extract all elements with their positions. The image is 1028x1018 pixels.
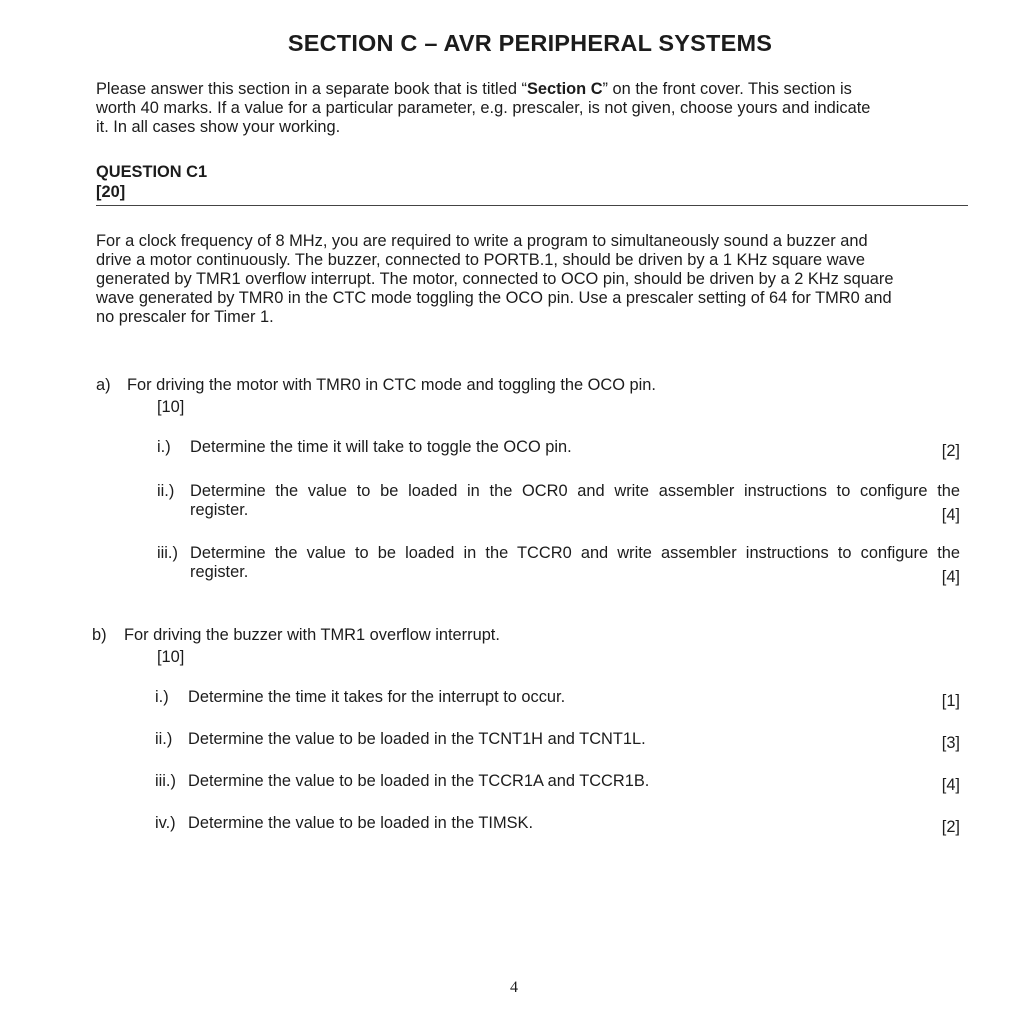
question-marks: [20]	[96, 183, 126, 201]
part-b-item	[155, 730, 960, 750]
instructions-line-3: it. In all cases show your working.	[96, 118, 341, 136]
item-marks: [4]	[941, 568, 960, 586]
section-instructions	[96, 80, 966, 137]
item-text: Determine the value to be loaded in the TIMSK.	[188, 814, 534, 832]
part-b-item	[155, 688, 960, 708]
item-number: i.)	[157, 438, 171, 456]
part-a-item	[157, 544, 960, 584]
instructions-line-2: worth 40 marks. If a value for a particular parameter, e.g. prescaler, is not given, choose yours and indicate	[96, 99, 871, 117]
instructions-line-1: Please answer this section in a separate book that is titled “Section C” on the front cover. This section is	[96, 80, 852, 98]
part-b-text: For driving the buzzer with TMR1 overflow interrupt.	[124, 626, 500, 644]
part-a-item	[157, 482, 960, 522]
item-marks: [2]	[941, 818, 960, 836]
question-label: QUESTION C1	[96, 163, 208, 181]
item-marks: [4]	[941, 776, 960, 794]
part-a-text: For driving the motor with TMR0 in CTC mode and toggling the OCO pin.	[127, 376, 656, 394]
page-number: 4	[510, 979, 518, 996]
item-text: Determine the value to be loaded in the TCNT1H and TCNT1L.	[188, 730, 646, 748]
part-b-marks: [10]	[157, 648, 185, 666]
part-b-item	[155, 772, 960, 792]
question-body-line: generated by TMR1 overflow interrupt. The motor, connected to OCO pin, should be driven by a 2 KHz square	[96, 270, 894, 288]
item-marks: [4]	[941, 506, 960, 524]
question-body-line: For a clock frequency of 8 MHz, you are required to write a program to simultaneously sound a buzzer and	[96, 232, 868, 250]
item-number: ii.)	[157, 482, 175, 500]
item-text-continued: register.	[190, 501, 249, 519]
question-body-line: no prescaler for Timer 1.	[96, 308, 274, 326]
part-b-item	[155, 814, 960, 834]
item-marks: [1]	[941, 692, 960, 710]
item-marks: [2]	[941, 442, 960, 460]
part-a-number: a)	[96, 376, 111, 394]
item-number: iii.)	[155, 772, 176, 790]
item-number: ii.)	[155, 730, 173, 748]
part-a-marks: [10]	[157, 398, 185, 416]
item-text: Determine the time it will take to toggle the OCO pin.	[190, 438, 572, 456]
item-text-continued: register.	[190, 563, 249, 581]
part-a-item	[157, 438, 960, 458]
question-body-line: wave generated by TMR0 in the CTC mode toggling the OCO pin. Use a prescaler setting of 64 for TMR0 and	[96, 289, 892, 307]
item-marks: [3]	[941, 734, 960, 752]
item-text: Determine the value to be loaded in the OCR0 and write assembler instructions to configure the	[190, 482, 960, 500]
item-number: i.)	[155, 688, 169, 706]
item-text: Determine the value to be loaded in the TCCR1A and TCCR1B.	[188, 772, 650, 790]
section-name-emphasis: Section C	[526, 80, 603, 98]
part-b-number: b)	[92, 626, 107, 644]
item-number: iv.)	[155, 814, 176, 832]
item-number: iii.)	[157, 544, 178, 562]
question-divider	[96, 205, 968, 206]
question-body-line: drive a motor continuously. The buzzer, connected to PORTB.1, should be driven by a 1 KHz square wave	[96, 251, 865, 269]
question-body	[96, 232, 966, 327]
item-text: Determine the time it takes for the interrupt to occur.	[188, 688, 566, 706]
section-title: SECTION C – AVR PERIPHERAL SYSTEMS	[287, 30, 773, 56]
item-text: Determine the value to be loaded in the TCCR0 and write assembler instructions to configure the	[190, 544, 960, 562]
